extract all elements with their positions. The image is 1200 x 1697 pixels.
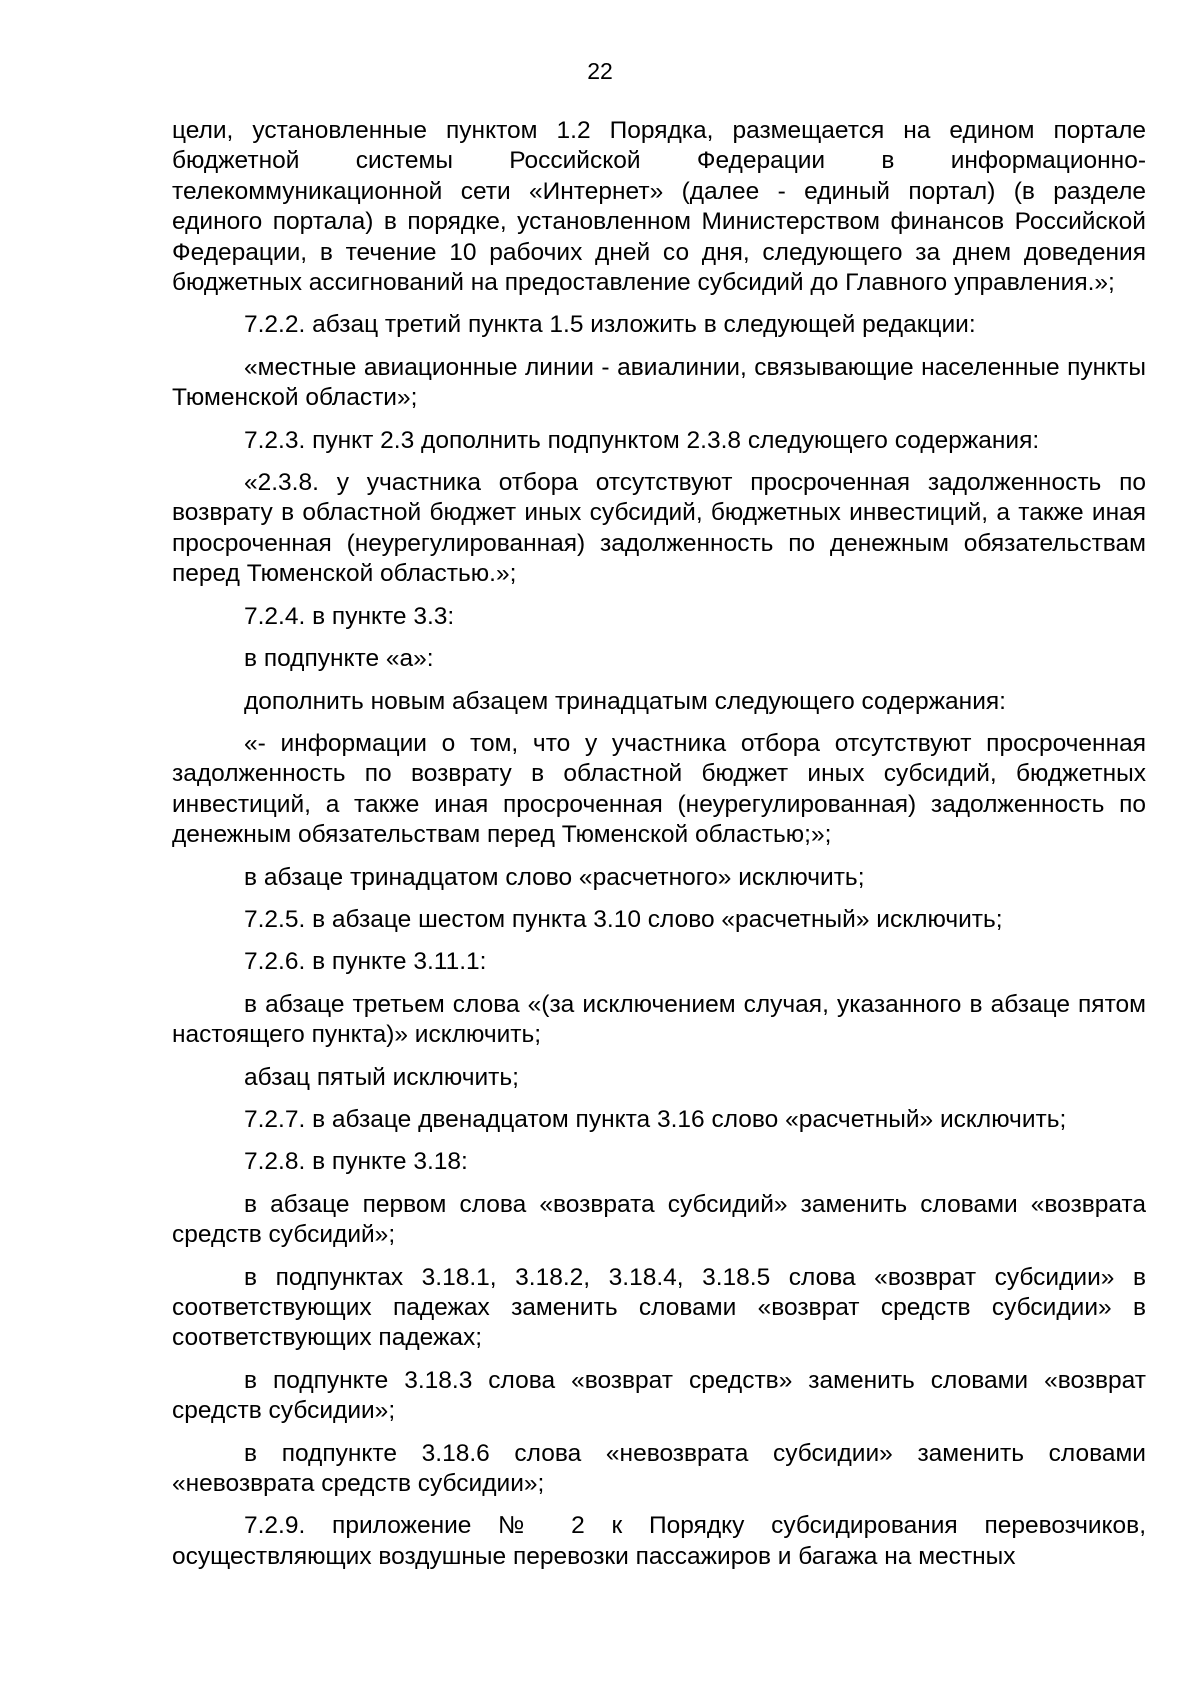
paragraph-7-2-6: 7.2.6. в пункте 3.11.1: (244, 948, 487, 976)
paragraph-quote-2-3-8: «2.3.8. у участника отбора отсутствуют просроченная задолженность по возврату в областной бюджет иных субсидий, бюджетных инвестиций, а также иная просроченная (неурегулированная) задолженность по денежным обязательствам перед Тюменской областью.»; (172, 469, 1146, 588)
paragraph-7-2-9: 7.2.9. приложение № 2 к Порядку субсидирования перевозчиков, осуществляющих воздушные перевозки пассажиров и багажа на местных (172, 1512, 1146, 1570)
paragraph-thirteenth-word: в абзаце тринадцатом слово «расчетного» исключить; (244, 863, 865, 891)
paragraph-subpoints-3-18: в подпунктах 3.18.1, 3.18.2, 3.18.4, 3.18.5 слова «возврат субсидии» в соответствующих падежах заменить словами «возврат средств субсидии» в соответствующих падежах; (172, 1263, 1146, 1352)
paragraph-7-2-7: 7.2.7. в абзаце двенадцатом пункта 3.16 слово «расчетный» исключить; (244, 1105, 1067, 1133)
paragraph-third-words: в абзаце третьем слова «(за исключением случая, указанного в абзаце пятом настоящего пункта)» исключить; (172, 990, 1146, 1049)
paragraph-7-2-5: 7.2.5. в абзаце шестом пункта 3.10 слово «расчетный» исключить; (244, 905, 1003, 933)
paragraph-subpoint-a: в подпункте «а»: (244, 645, 434, 673)
paragraph-add-thirteenth: дополнить новым абзацем тринадцатым следующего содержания: (244, 687, 1006, 715)
document-body (172, 116, 1146, 1572)
paragraph-7-2-2: 7.2.2. абзац третий пункта 1.5 изложить в следующей редакции: (244, 311, 976, 339)
paragraph-quote-local-airlines: «местные авиационные линии - авиалинии, связывающие населенные пункты Тюменской области»; (172, 353, 1146, 412)
paragraph-quote-information: «- информации о том, что у участника отбора отсутствуют просроченная задолженность по возврату в областной бюджет иных субсидий, бюджетных инвестиций, а также иная просроченная (неурегулированная) задолженность по денежным обязательствам перед Тюменской областью;»; (172, 729, 1146, 849)
paragraph-continuation: цели, установленные пунктом 1.2 Порядка, размещается на едином портале бюджетной системы Российской Федерации в информационно-телекоммуникационной сети «Интернет» (далее - единый портал) (в разделе единого портала) в порядке, установленном Министерством финансов Российской Федерации, в течение 10 рабочих дней со дня, следующего за днем доведения бюджетных ассигнований на предоставление субсидий до Главного управления.»; (172, 117, 1146, 297)
paragraph-7-2-8: 7.2.8. в пункте 3.18: (244, 1148, 468, 1176)
paragraph-fifth-exclude: абзац пятый исключить; (244, 1063, 519, 1091)
page-number: 22 (587, 58, 613, 84)
paragraph-7-2-3: 7.2.3. пункт 2.3 дополнить подпунктом 2.3.8 следующего содержания: (244, 426, 1040, 454)
paragraph-first-words: в абзаце первом слова «возврата субсидий» заменить словами «возврата средств субсидий»; (172, 1190, 1146, 1249)
paragraph-subpoint-3-18-3: в подпункте 3.18.3 слова «возврат средств» заменить словами «возврат средств субсидии»; (172, 1366, 1146, 1425)
paragraph-7-2-4: 7.2.4. в пункте 3.3: (244, 602, 455, 630)
paragraph-subpoint-3-18-6: в подпункте 3.18.6 слова «невозврата субсидии» заменить словами «невозврата средств субсидии»; (172, 1439, 1146, 1498)
